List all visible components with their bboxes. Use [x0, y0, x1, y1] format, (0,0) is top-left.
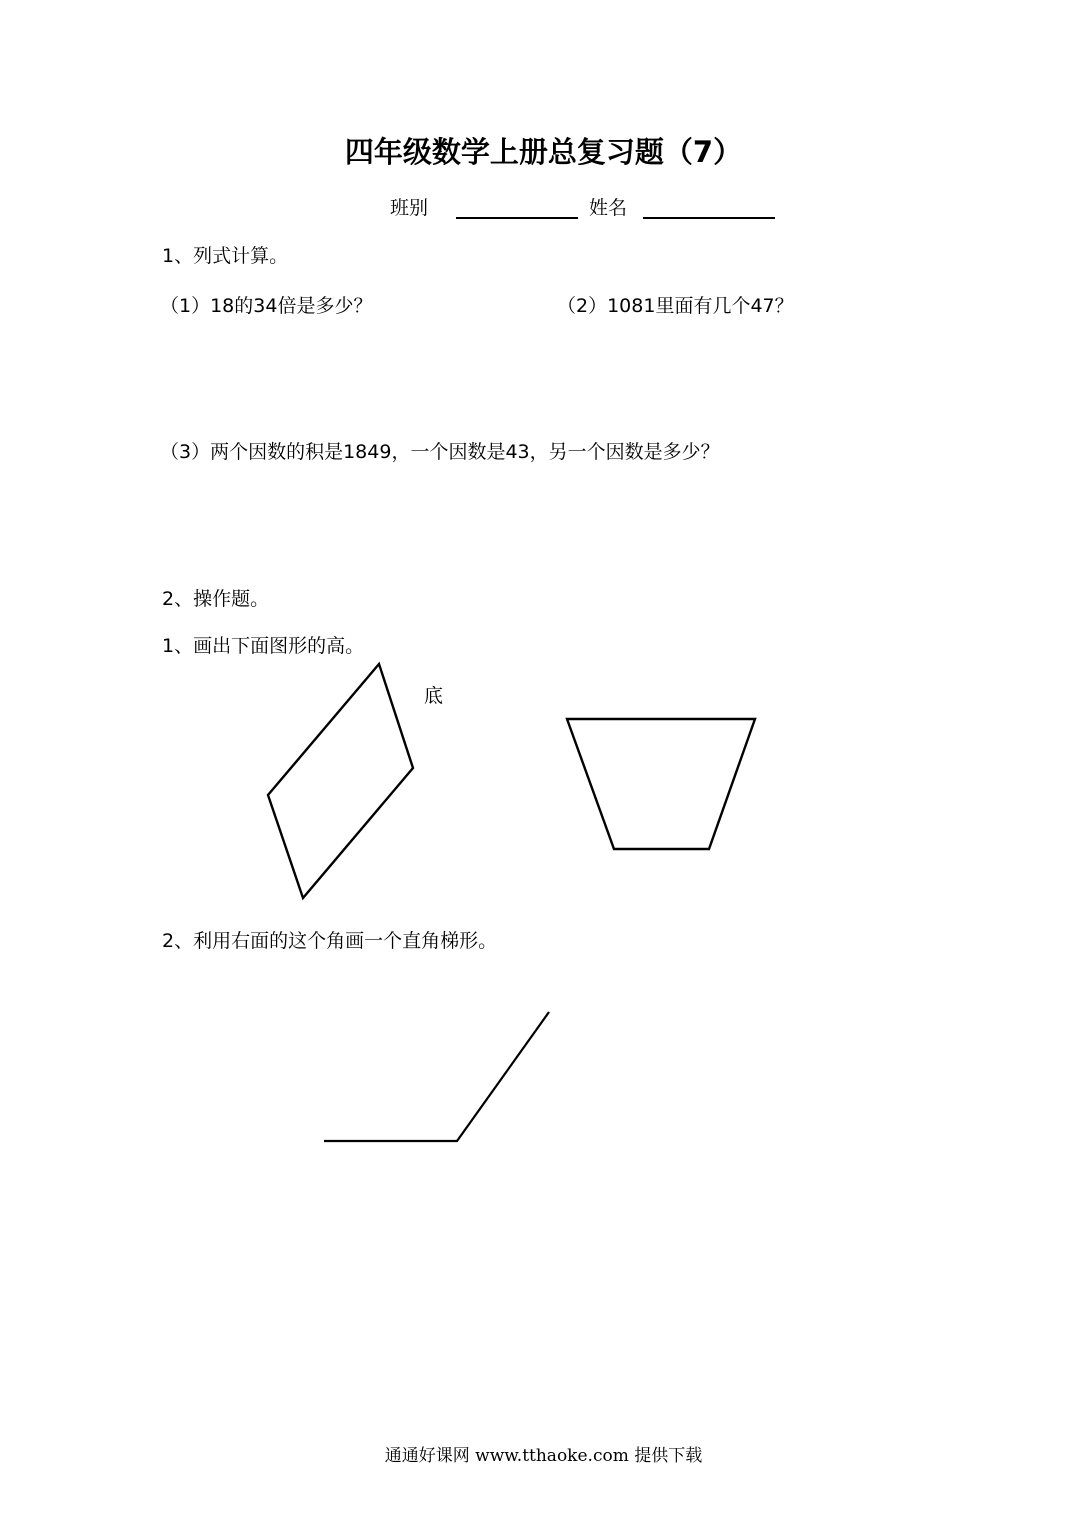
task-2-instruction: 2、利用右面的这个角画一个直角梯形。 [162, 930, 498, 952]
question-2: （2）1081里面有几个47？ [557, 295, 794, 317]
task-1-instruction: 1、画出下面图形的高。 [162, 635, 365, 657]
footer-source: 通通好课网 www.tthaoke.com 提供下载 [384, 1446, 703, 1466]
section2-heading: 2、操作题。 [162, 588, 270, 610]
angle-figure [324, 1012, 549, 1141]
class-label: 班别 [390, 197, 429, 219]
page-title: 四年级数学上册总复习题（7） [344, 135, 743, 169]
trapezoid-figure [567, 719, 755, 849]
section1-heading: 1、列式计算。 [162, 245, 289, 267]
question-3: （3）两个因数的积是1849，一个因数是43，另一个因数是多少？ [160, 441, 720, 463]
question-1: （1）18的34倍是多少？ [160, 295, 373, 317]
parallelogram-figure [268, 664, 413, 898]
name-label: 姓名 [589, 197, 628, 219]
base-label: 底 [424, 685, 444, 707]
